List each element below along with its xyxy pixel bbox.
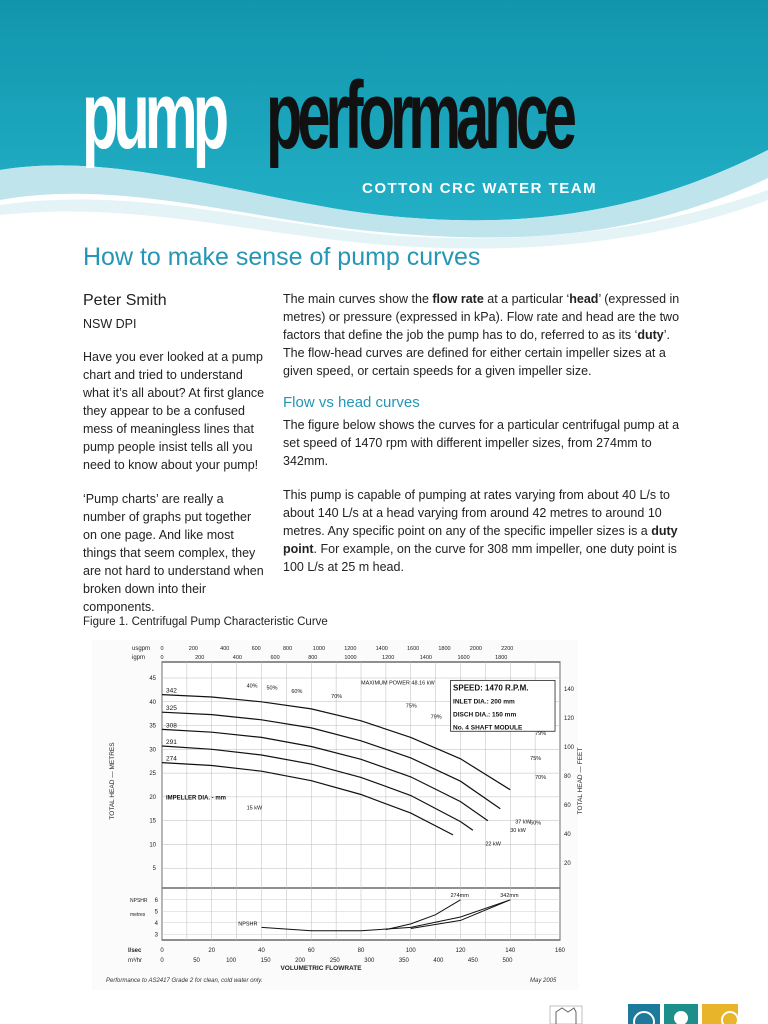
x-tick-label-m3hr: 0 (160, 958, 164, 964)
team-name: COTTON CRC WATER TEAM (362, 180, 598, 197)
impeller-label: 325 (166, 705, 177, 713)
x-tick-label-m3hr: 100 (226, 958, 237, 964)
x-tick-label-m3hr: 300 (364, 958, 375, 964)
article-heading: How to make sense of pump curves (83, 243, 481, 271)
npsh-curve-label: 274mm (450, 892, 469, 899)
npsh-tick-label: 4 (154, 920, 158, 927)
top-tick-label-usgpm: 400 (220, 646, 230, 652)
top-tick-label-igpm: 1600 (457, 655, 470, 661)
efficiency-label: 40% (246, 683, 258, 690)
y2-tick-label: 140 (564, 687, 575, 694)
top-tick-label-usgpm: 1400 (375, 646, 388, 652)
x-tick-label-lsec: 120 (455, 948, 466, 954)
top-tick-label-igpm: 1000 (344, 655, 357, 661)
partner-logos (540, 1000, 768, 1024)
x-tick-label-lsec: 20 (208, 948, 216, 954)
top-tick-label-usgpm: 1600 (406, 646, 420, 652)
info-box-line: INLET DIA.: 200 mm (453, 698, 515, 706)
y-tick-label: 35 (149, 723, 156, 730)
top-unit-label-usgpm: usgpm (132, 646, 151, 652)
y2-tick-label: 100 (564, 745, 575, 752)
duty-paragraph: This pump is capable of pumping at rates varying from about 40 L/s to about 140 L/s at a head varying from around 42 metres to around 10 metres. Any specific point on any of the specific impeller sizes is a duty point. For example, on the curve for 308 mm impeller, one duty point is 100 L/s at 25 m head. (283, 488, 678, 574)
efficiency-label: 60% (291, 689, 303, 696)
max-power-label: MAXIMUM POWER 48.16 kW (361, 680, 435, 687)
npsh-tick-label: 3 (154, 932, 158, 939)
chart-footer-date: May 2005 (530, 978, 557, 984)
left-column (83, 348, 265, 632)
y-tick-label: 5 (152, 866, 156, 873)
top-tick-label-usgpm: 600 (251, 646, 261, 652)
info-box-line: No. 4 SHAFT MODULE (453, 724, 523, 732)
top-tick-label-igpm: 400 (232, 655, 242, 661)
top-tick-label-usgpm: 1200 (344, 646, 357, 652)
author-organisation: NSW DPI (83, 317, 137, 331)
npsh-tick-label: 5 (154, 909, 158, 916)
top-tick-label-usgpm: 800 (282, 646, 293, 652)
x-tick-label-lsec: 100 (405, 948, 416, 954)
x-axis-title: VOLUMETRIC FLOWRATE (280, 965, 362, 972)
x-tick-label-lsec: 60 (307, 948, 315, 954)
x-tick-label-m3hr: 450 (467, 958, 478, 964)
y2-tick-label: 120 (564, 716, 575, 723)
x-unit-label-m3hr: m³/hr (128, 958, 142, 964)
x-tick-label-lsec: 160 (554, 948, 566, 954)
y-tick-label: 10 (149, 842, 156, 849)
top-tick-label-usgpm: 2200 (501, 646, 514, 652)
efficiency-label: 60% (530, 820, 542, 827)
top-tick-label-igpm: 1400 (419, 655, 432, 661)
y-tick-label: 30 (149, 747, 156, 754)
info-box-line: SPEED: 1470 R.P.M. (453, 683, 529, 693)
paragraph: ‘Pump charts’ are really a number of graphs put together on one page. And like most things that seem complex, they are not hard to understand when broken down into their components. (83, 492, 264, 614)
top-tick-label-igpm: 0 (160, 655, 164, 661)
impeller-label: 291 (166, 739, 177, 747)
top-tick-label-usgpm: 200 (188, 646, 198, 652)
efficiency-label: 70% (535, 774, 547, 781)
y-tick-label: 40 (149, 699, 156, 706)
top-tick-label-igpm: 1200 (382, 655, 395, 661)
right-column (283, 290, 693, 592)
figure-caption: Figure 1. Centrifugal Pump Characteristic Curve (83, 616, 328, 628)
top-tick-label-usgpm: 1800 (438, 646, 451, 652)
npsh-axis-label: NPSHR (130, 898, 148, 904)
efficiency-label: 75% (530, 755, 542, 762)
top-tick-label-usgpm: 1000 (312, 646, 326, 652)
top-tick-label-igpm: 200 (195, 655, 205, 661)
paragraph: The figure below shows the curves for a particular centrifugal pump at a set speed of 1470 rpm with different impeller sizes, from 274mm to 342mm. (283, 418, 680, 468)
y2-tick-label: 40 (564, 832, 571, 839)
impeller-dia-label: IMPELLER DIA. - mm (166, 795, 227, 802)
x-tick-label-lsec: 140 (505, 948, 516, 954)
x-tick-label-m3hr: 400 (433, 958, 444, 964)
pump-curve-chart (92, 640, 584, 990)
intro-paragraph: The main curves show the flow rate at a particular ‘head’ (expressed in metres) or pressure (expressed in kPa). Flow rate and head are the two factors that define the job the pump has to do, referred to as its ‘duty’. The flow-head curves are defined for either certain impeller sizes at a given speed, or certain speeds for a given impeller size. (283, 292, 680, 378)
efficiency-label: 70% (331, 693, 343, 700)
top-tick-label-usgpm: 2000 (469, 646, 482, 652)
info-box-line: DISCH DIA.: 150 mm (453, 711, 517, 719)
y-tick-label: 45 (149, 676, 156, 682)
top-tick-label-igpm: 600 (270, 655, 280, 661)
top-tick-label-usgpm: 0 (160, 646, 164, 652)
impeller-label: 274 (166, 755, 177, 763)
efficiency-label: 79% (535, 731, 547, 738)
chart-footer-note: Performance to AS2417 Grade 2 for clean, cold water only. (106, 978, 263, 984)
impeller-label: 342 (166, 687, 177, 695)
npsh-unit-label: metres (130, 912, 146, 918)
top-tick-label-igpm: 1800 (495, 655, 508, 661)
subheading: Flow vs head curves (283, 394, 420, 411)
teal-logo (664, 1004, 698, 1024)
author-name: Peter Smith (83, 292, 167, 309)
y2-tick-label: 60 (564, 803, 571, 810)
power-label: 22 kW (485, 841, 501, 848)
y-tick-label: 15 (149, 818, 156, 825)
efficiency-label: 75% (405, 703, 417, 710)
x-tick-label-lsec: 80 (357, 948, 365, 954)
top-tick-label-igpm: 800 (308, 655, 318, 661)
impeller-label: 308 (166, 722, 177, 730)
x-tick-label-m3hr: 200 (295, 958, 306, 964)
y-axis-title: TOTAL HEAD — METRES (109, 742, 116, 820)
anniversary-logo (702, 1004, 738, 1024)
npsh-tick-label: 6 (154, 897, 158, 904)
circle-logo (628, 1004, 660, 1024)
efficiency-label: 79% (430, 714, 442, 721)
x-tick-label-m3hr: 150 (260, 958, 271, 964)
title-word-performance: performance (266, 62, 572, 169)
crest-logo (550, 1006, 582, 1024)
y-tick-label: 20 (149, 794, 156, 801)
x-tick-label-lsec: 0 (160, 948, 164, 954)
x-tick-label-m3hr: 350 (398, 958, 409, 964)
header-banner (0, 0, 768, 240)
paragraph: Have you ever looked at a pump chart and tried to understand what it’s all about? At first glance they appear to be a confused mess of meaningless lines that pump people insist tells all you need to know about your pump! (83, 350, 265, 472)
power-label: 30 kW (510, 828, 526, 835)
y-tick-label: 25 (149, 771, 156, 778)
npsh-curve-label: 342mm (500, 892, 519, 899)
x-tick-label-m3hr: 250 (329, 958, 340, 964)
x-tick-label-lsec: 40 (258, 948, 265, 954)
top-unit-label-igpm: igpm (132, 655, 146, 661)
y2-tick-label: 20 (564, 861, 571, 868)
x-tick-label-m3hr: 500 (502, 958, 513, 964)
x-unit-label-lsec: l/sec (128, 948, 142, 954)
y2-axis-title: TOTAL HEAD — FEET (577, 747, 584, 815)
y2-tick-label: 80 (564, 774, 571, 781)
x-tick-label-m3hr: 50 (193, 958, 200, 964)
npsh-curve-label: NPSHR (238, 921, 258, 928)
power-label: 15 kW (246, 805, 263, 812)
power-label: 37 kW (515, 819, 531, 826)
chart-svg (92, 640, 584, 990)
efficiency-label: 50% (266, 685, 278, 692)
title-word-pump: pump (82, 62, 225, 169)
